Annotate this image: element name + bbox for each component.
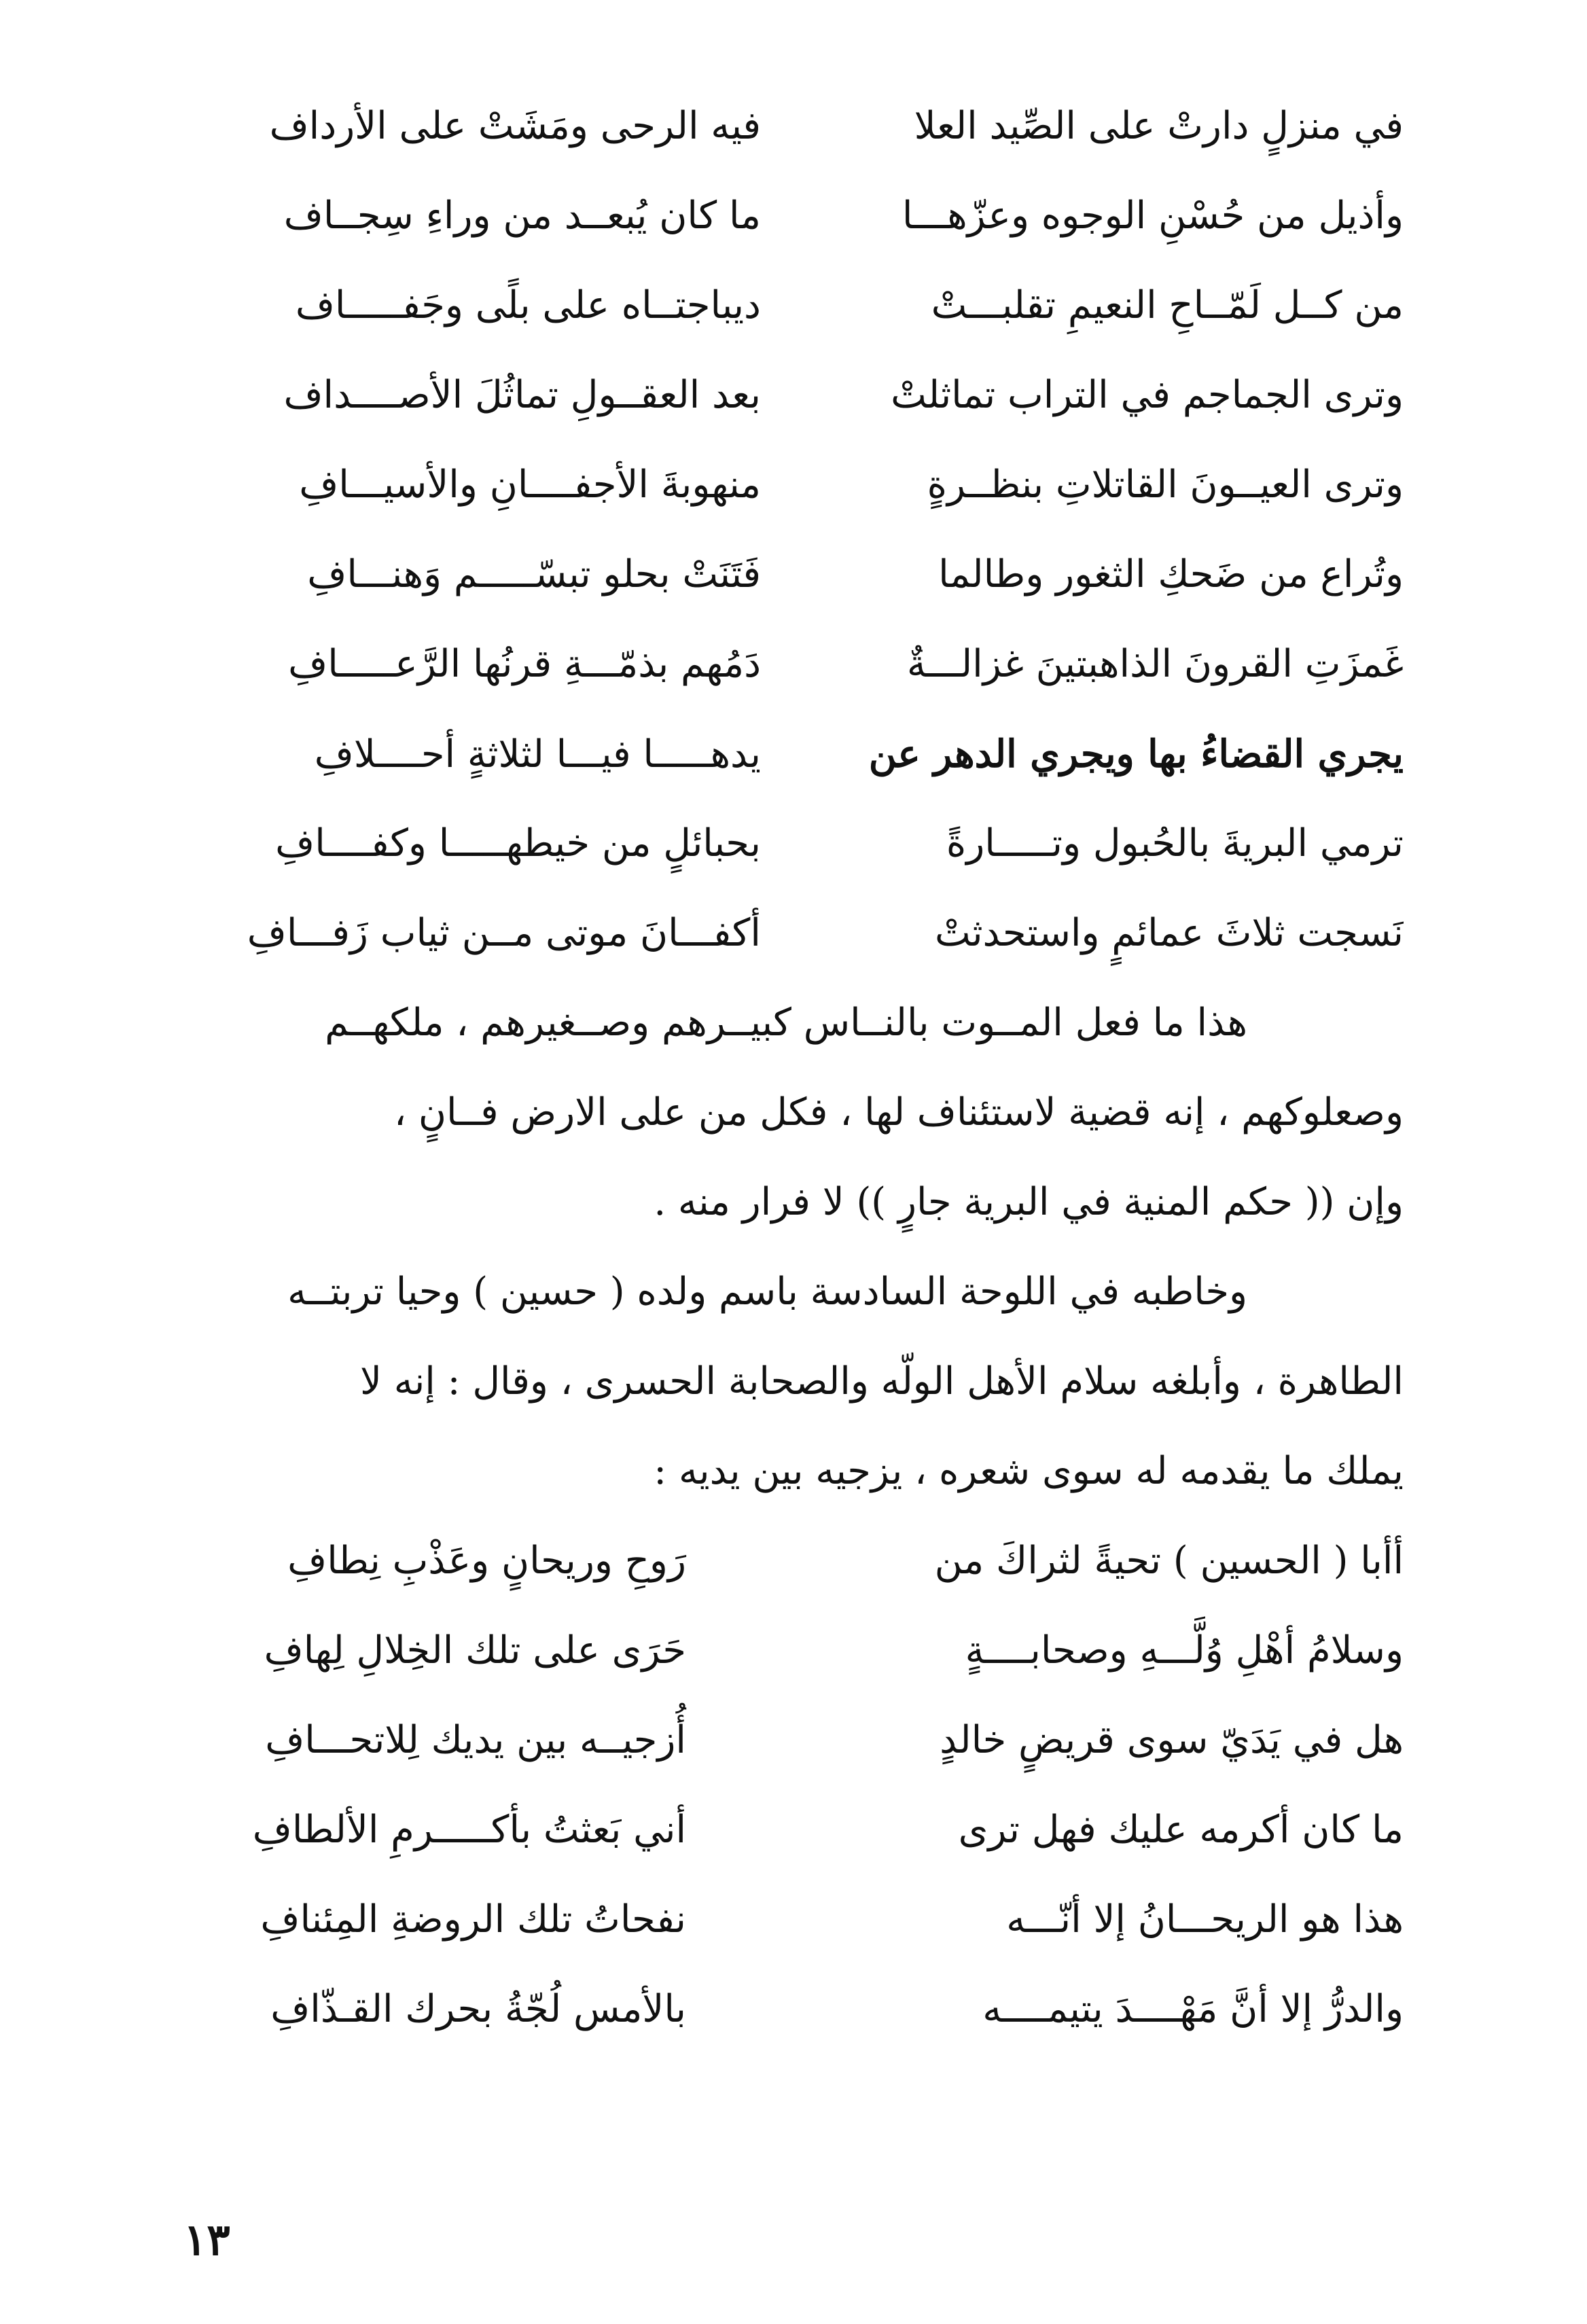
verse-second-hemistich: دَمُهم بذمّـــةِ قرنُها الرَّعـــــافِ — [288, 642, 761, 686]
verse-line — [183, 1696, 1404, 1785]
prose-paragraph — [183, 978, 1404, 1247]
prose-line: يملك ما يقدمه له سوى شعره ، يزجيه بين يديه : — [654, 1449, 1404, 1493]
verse-first-hemistich: نَسجت ثلاثَ عمائمٍ واستحدثتْ — [934, 911, 1404, 955]
prose-line: وصعلوكهم ، إنه قضية لاستئناف لها ، فكل من على الارض فــانٍ ، — [393, 1090, 1404, 1134]
verse-first-hemistich: وأذيل من حُسْنِ الوجوه وعزّهـــا — [902, 194, 1404, 238]
prose-line: هذا ما فعل المــوت بالنــاس كبيــرهم وصــغيرهم ، ملكهــم — [325, 1001, 1247, 1045]
verse-second-hemistich: يدهـــــا فيـــا لثلاثةٍ أحــــلافِ — [314, 732, 761, 776]
page-text — [183, 82, 1404, 2054]
verse-second-hemistich: فَتَنَتْ بحلو تبسّـــــم وَهنـــافِ — [307, 552, 761, 596]
page-number: ١٣ — [183, 2215, 230, 2266]
verse-second-hemistich: فيه الرحى ومَشَتْ على الأرداف — [269, 104, 761, 148]
verse-second-hemistich: بعد العقــولِ تماثُلَ الأصــــداف — [283, 373, 761, 417]
prose-line: الطاهرة ، وأبلغه سلام الأهل الولّه والصحابة الحسرى ، وقال : إنه لا — [359, 1359, 1404, 1404]
poem-block — [183, 82, 1404, 978]
verse-second-hemistich: أني بَعثتُ بأكـــــرمِ الألطافِ — [252, 1808, 686, 1852]
verse-first-hemistich: وترى الجماجم في التراب تماثلتْ — [891, 373, 1404, 417]
verse-line — [183, 1516, 1404, 1606]
verse-line — [183, 351, 1404, 440]
verse-first-hemistich: ما كان أكرمه عليك فهل ترى — [958, 1808, 1404, 1852]
verse-line — [183, 620, 1404, 709]
verse-line — [183, 1875, 1404, 1965]
verse-first-hemistich: من كــل لَمّــاحِ النعيمِ تقلبـــتْ — [931, 283, 1404, 327]
verse-first-hemistich: وترى العيــونَ القاتلاتِ بنظــرةٍ — [927, 463, 1404, 507]
verse-second-hemistich: ما كان يُبعــد من وراءِ سِجــاف — [283, 194, 761, 238]
verse-second-hemistich: بالأمس لُجّةُ بحرك القـذّافِ — [270, 1987, 686, 2031]
prose-paragraph — [183, 1247, 1404, 1516]
verse-second-hemistich: ديباجتــاه على بلًى وجَفـــــاف — [295, 283, 761, 327]
verse-line — [183, 82, 1404, 171]
verse-second-hemistich: حَرَى على تلك الخِلالِ لِهافِ — [264, 1628, 686, 1673]
verse-line — [183, 799, 1404, 889]
verse-second-hemistich: نفحاتُ تلك الروضةِ المِئنافِ — [260, 1897, 686, 1942]
verse-second-hemistich: بحبائلٍ من خيطهـــــا وكفــــافِ — [275, 821, 761, 865]
verse-first-hemistich: والدرُّ إلا أنَّ مَهْــــدَ يتيمــــه — [982, 1987, 1404, 2031]
verse-second-hemistich: رَوحِ وريحانٍ وعَذْبِ نِطافِ — [287, 1539, 686, 1583]
verse-first-hemistich: هذا هو الريحـــانُ إلا أنّـــه — [1006, 1897, 1404, 1942]
verse-second-hemistich: أكفـــانَ موتى مــن ثياب زَفـــافِ — [247, 911, 761, 955]
verse-second-hemistich: أُزجيــه بين يديك لِلاتحـــافِ — [265, 1718, 686, 1762]
verse-line — [183, 709, 1404, 799]
verse-line — [183, 171, 1404, 261]
verse-first-hemistich: يجري القضاءُ بها ويجري الدهر عن — [868, 732, 1404, 776]
verse-line — [183, 889, 1404, 978]
verse-line — [183, 1785, 1404, 1875]
verse-first-hemistich: وسلامُ أهْلِ وُلَّـــهِ وصحابــــةٍ — [965, 1628, 1404, 1673]
verse-first-hemistich: هل في يَدَيّ سوى قريضٍ خالدٍ — [940, 1718, 1404, 1762]
verse-second-hemistich: منهوبةَ الأجفــــانِ والأسيـــافِ — [299, 463, 761, 507]
verse-first-hemistich: أأبا ( الحسين ) تحيةً لثراكَ من — [934, 1539, 1404, 1583]
verse-line — [183, 1965, 1404, 2054]
prose-line: وإن (( حكم المنية في البرية جارٍ )) لا فرار منه . — [654, 1180, 1404, 1224]
verse-first-hemistich: غَمزَتِ القرونَ الذاهبتينَ غزالـــةٌ — [906, 642, 1404, 686]
prose-line: وخاطبه في اللوحة السادسة باسم ولده ( حسين ) وحيا تربتــه — [287, 1270, 1247, 1314]
verse-line — [183, 440, 1404, 530]
verse-line — [183, 530, 1404, 620]
verse-first-hemistich: وتُراع من ضَحكِ الثغور وطالما — [938, 552, 1404, 596]
verse-first-hemistich: في منزلٍ دارتْ على الصِّيد العلا — [914, 104, 1404, 148]
verse-first-hemistich: ترمي البريةَ بالحُبول وتـــــارةً — [946, 821, 1404, 865]
verse-line — [183, 261, 1404, 351]
poem-block — [183, 1516, 1404, 2054]
verse-line — [183, 1606, 1404, 1696]
